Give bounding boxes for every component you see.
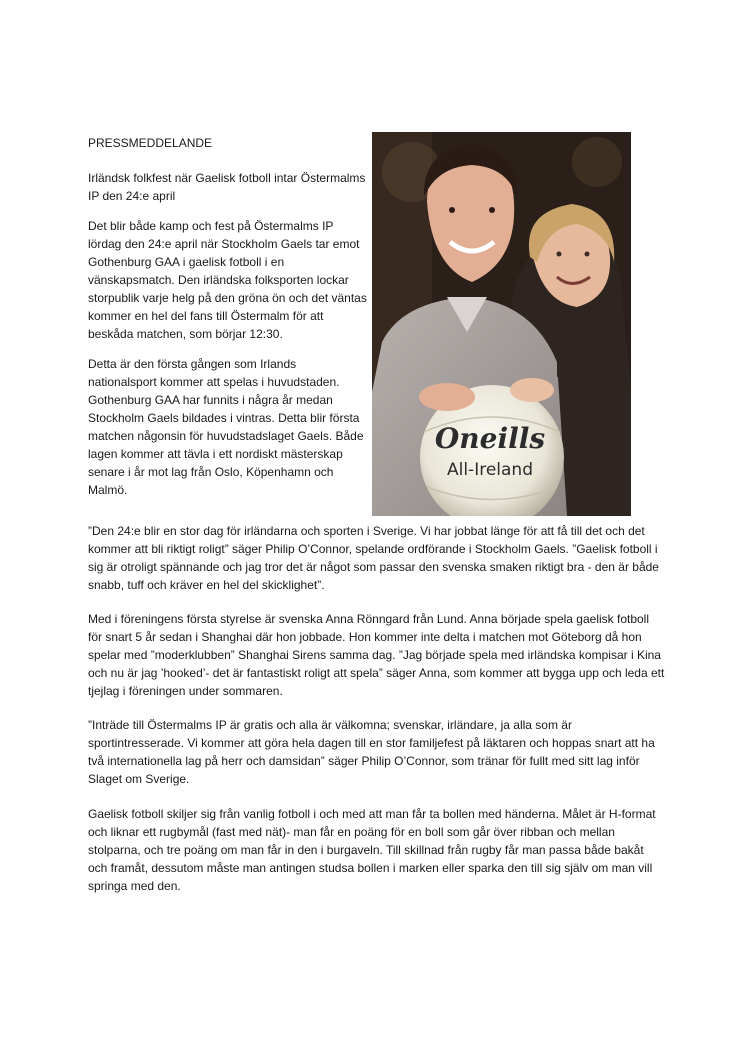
photo-illustration (372, 132, 631, 516)
paragraph-6-block (88, 805, 666, 895)
paragraph-1: Det blir både kamp och fest på Östermalms IP lördag den 24:e april när Stockholm Gaels tar emot Gothenburg GAA i gaelisk fotboll i en vänskapsmatch. Den irländska folksporten lockar storpublik varje helg på den gröna ön och det väntas kommer en hel del fans till Östermalm för att beskåda matchen, som börjar 12:30. (88, 219, 367, 341)
paragraph-6: Gaelisk fotboll skiljer sig från vanlig fotboll i och med att man får ta bollen med händerna. Målet är H-format och liknar ett rugbymål (fast med nät)- man får en poäng för en boll som går över ribban och mellan stolparna, och tre poäng om man får in den i burgaveln. Till skillnad från rugby får man passa både bakåt och framåt, dessutom måste man antingen studsa bollen i marken eller sparka den till sig själv om man vill springa med den. (88, 807, 656, 893)
paragraph-5-block (88, 716, 666, 788)
page-title: Irländsk folkfest när Gaelisk fotboll intar Östermalms IP den 24:e april (88, 171, 366, 203)
paragraph-3-block (88, 522, 666, 594)
ball-sub-text: All-Ireland (446, 460, 534, 480)
paragraph-5: ”Inträde till Östermalms IP är gratis och alla är välkomna; svenskar, irländare, ja alla som är sportintresserade. Vi kommer att göra hela dagen till en stor familjefest på läktaren och hoppas snart att ha två internationella lag på herr och damsidan” säger Philip O’Connor, som tränar för fullt med sitt lag inför Slaget om Sverige. (88, 718, 655, 786)
paragraph-3: ”Den 24:e blir en stor dag för irländarna och sporten i Sverige. Vi har jobbat länge för att få till det och det kommer att bli riktigt roligt” säger Philip O’Connor, spelande ordförande i Stockholm Gaels. ”Gaelisk fotboll i sig är otroligt spännande och jag tror det är något som passar den svenska smaken riktigt bra - den är både snabb, tuff och kräver en hel del skicklighet”. (88, 524, 659, 592)
press-release-label: PRESSMEDDELANDE (88, 136, 213, 150)
paragraph-4: Med i föreningens första styrelse är svenska Anna Rönngard från Lund. Anna började spela gaelisk fotboll för snart 5 år sedan i Shanghai där hon jobbade. Hon kommer inte delta i matchen mot Göteborg då hon spelar med ”moderklubben” Shanghai Sirens samma dag. ”Jag började spela med irländska kompisar i Kina och nu är jag ’hooked’- det är fantastiskt roligt att spela” säger Anna, som kommer att bygga upp och leda ett tjejlag i föreningen under sommaren. (88, 612, 665, 698)
photo-players-with-ball (372, 132, 631, 516)
paragraph-4-block (88, 610, 666, 700)
paragraph-2: Detta är den första gången som Irlands nationalsport kommer att spelas i huvudstaden. Gothenburg GAA har funnits i några år medan Stockholm Gaels bildades i vintras. Detta blir första matchen någonsin för huvudstadslaget Gaels. Både lagen kommer att tävla i ett nordiskt mästerskap senare i år mot lag från Oslo, Köpenhamn och Malmö. (88, 357, 364, 497)
ball-brand-text: Oneills (434, 422, 546, 455)
intro-column (88, 134, 368, 511)
